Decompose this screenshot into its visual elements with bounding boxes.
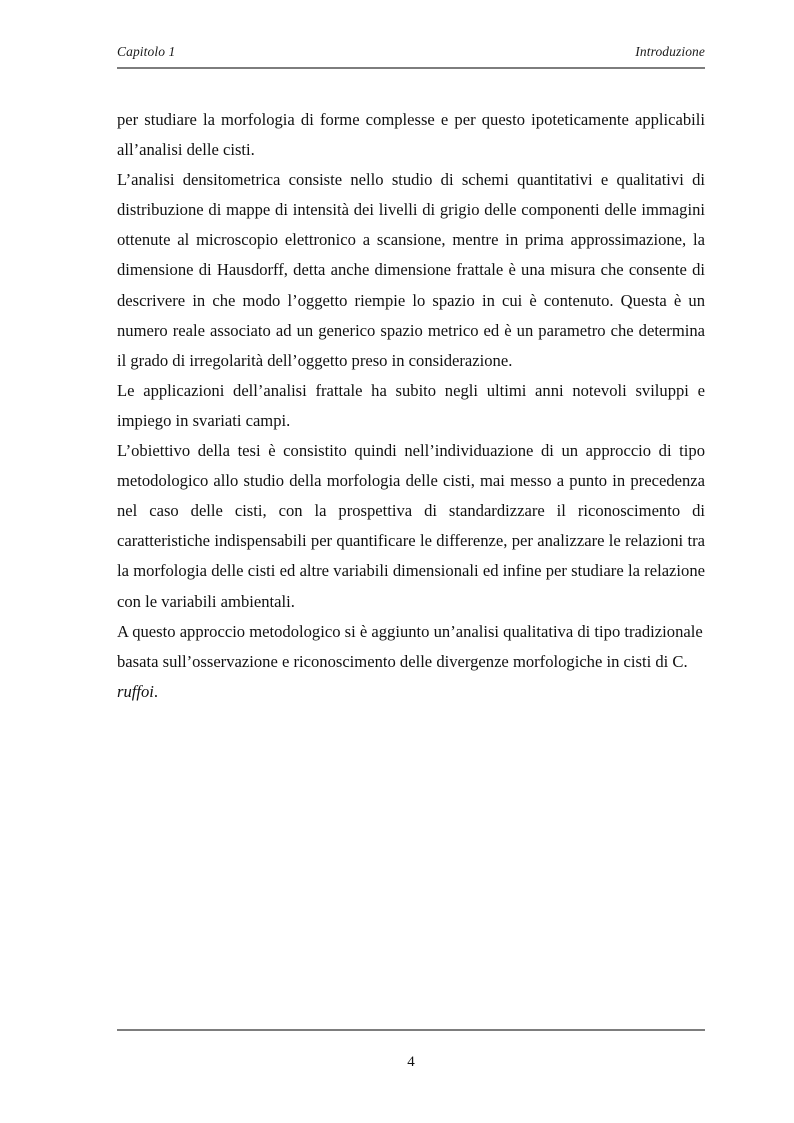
paragraph-1: per studiare la morfologia di forme complesse e per questo ipoteticamente applicabili all’analisi delle cisti. <box>117 110 705 160</box>
species-name-italic: ruffoi <box>117 681 154 701</box>
header-divider-rule <box>117 67 705 69</box>
page-number: 4 <box>407 1054 415 1070</box>
body-text-column <box>117 105 705 707</box>
paragraph-5-tail: . <box>153 681 159 701</box>
footer-divider-rule <box>117 1029 705 1031</box>
paragraph-5-lead: A questo approccio metodologico si è aggiunto un’analisi qualitativa di tipo tradizionale basata sull’osservazione e riconoscimento delle divergenze morfologiche in cisti di C. <box>117 621 703 671</box>
paragraph-3: Le applicazioni dell’analisi frattale ha subito negli ultimi anni notevoli sviluppi e impiego in svariati campi. <box>117 380 705 430</box>
paragraph-2: L’analisi densitometrica consiste nello studio di schemi quantitativi e qualitativi di distribuzione di mappe di intensità dei livelli di grigio delle componenti delle immagini ottenute al microscopio elettronico a scansione, mentre in prima approssimazione, la dimensione di Hausdorff, detta anche dimensione frattale è una misura che consente di descrivere in che modo l’oggetto riempie lo spazio in cui è contenuto. Questa è un numero reale associato ad un generico spazio metrico ed è un parametro che determina il grado di irregolarità dell’oggetto preso in considerazione. <box>117 170 705 370</box>
running-header <box>117 44 705 60</box>
header-chapter-label: Capitolo 1 <box>117 44 176 59</box>
paragraph-4: L’obiettivo della tesi è consistito quindi nell’individuazione di un approccio di tipo metodologico allo studio della morfologia delle cisti, mai messo a punto in precedenza nel caso delle cisti, con la prospettiva di standardizzare il riconoscimento di caratteristiche indispensabili per quantificare le differenze, per analizzare le relazioni tra la morfologia delle cisti ed altre variabili dimensionali ed infine per studiare la relazione con le variabili ambientali. <box>117 441 705 611</box>
paragraph-5 <box>117 617 705 707</box>
header-section-label: Introduzione <box>635 44 705 59</box>
